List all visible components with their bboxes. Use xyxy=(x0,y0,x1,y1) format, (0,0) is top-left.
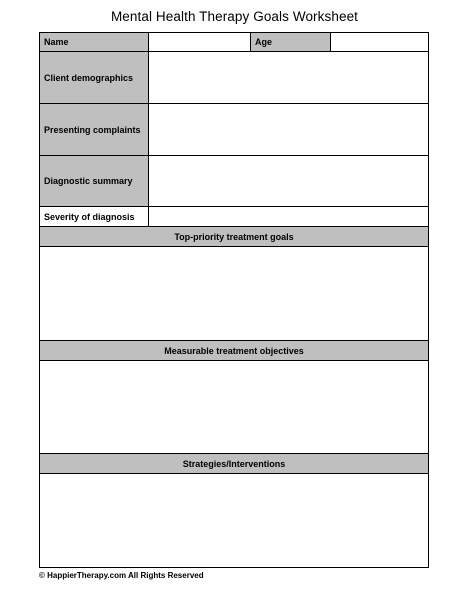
strategies-header: Strategies/Interventions xyxy=(40,454,428,474)
name-label: Name xyxy=(40,33,149,51)
severity-row xyxy=(40,207,428,227)
copyright-footer: © HappierTherapy.com All Rights Reserved xyxy=(39,571,204,580)
demographics-label: Client demographics xyxy=(40,52,149,103)
name-age-row xyxy=(40,33,428,52)
complaints-label: Presenting complaints xyxy=(40,104,149,155)
strategies-field[interactable] xyxy=(40,474,428,567)
worksheet-form xyxy=(39,32,429,568)
goals-field[interactable] xyxy=(40,247,428,341)
diagnostic-row xyxy=(40,156,428,207)
severity-label: Severity of diagnosis xyxy=(40,207,149,226)
demographics-field[interactable] xyxy=(149,52,428,103)
diagnostic-field[interactable] xyxy=(149,156,428,206)
age-label: Age xyxy=(251,33,331,51)
objectives-field[interactable] xyxy=(40,361,428,454)
goals-header: Top-priority treatment goals xyxy=(40,227,428,247)
name-field[interactable] xyxy=(149,33,251,51)
complaints-row xyxy=(40,104,428,156)
complaints-field[interactable] xyxy=(149,104,428,155)
severity-field[interactable] xyxy=(149,207,428,226)
diagnostic-label: Diagnostic summary xyxy=(40,156,149,206)
age-field[interactable] xyxy=(331,33,428,51)
demographics-row xyxy=(40,52,428,104)
objectives-header: Measurable treatment objectives xyxy=(40,341,428,361)
worksheet-title: Mental Health Therapy Goals Worksheet xyxy=(110,9,359,24)
